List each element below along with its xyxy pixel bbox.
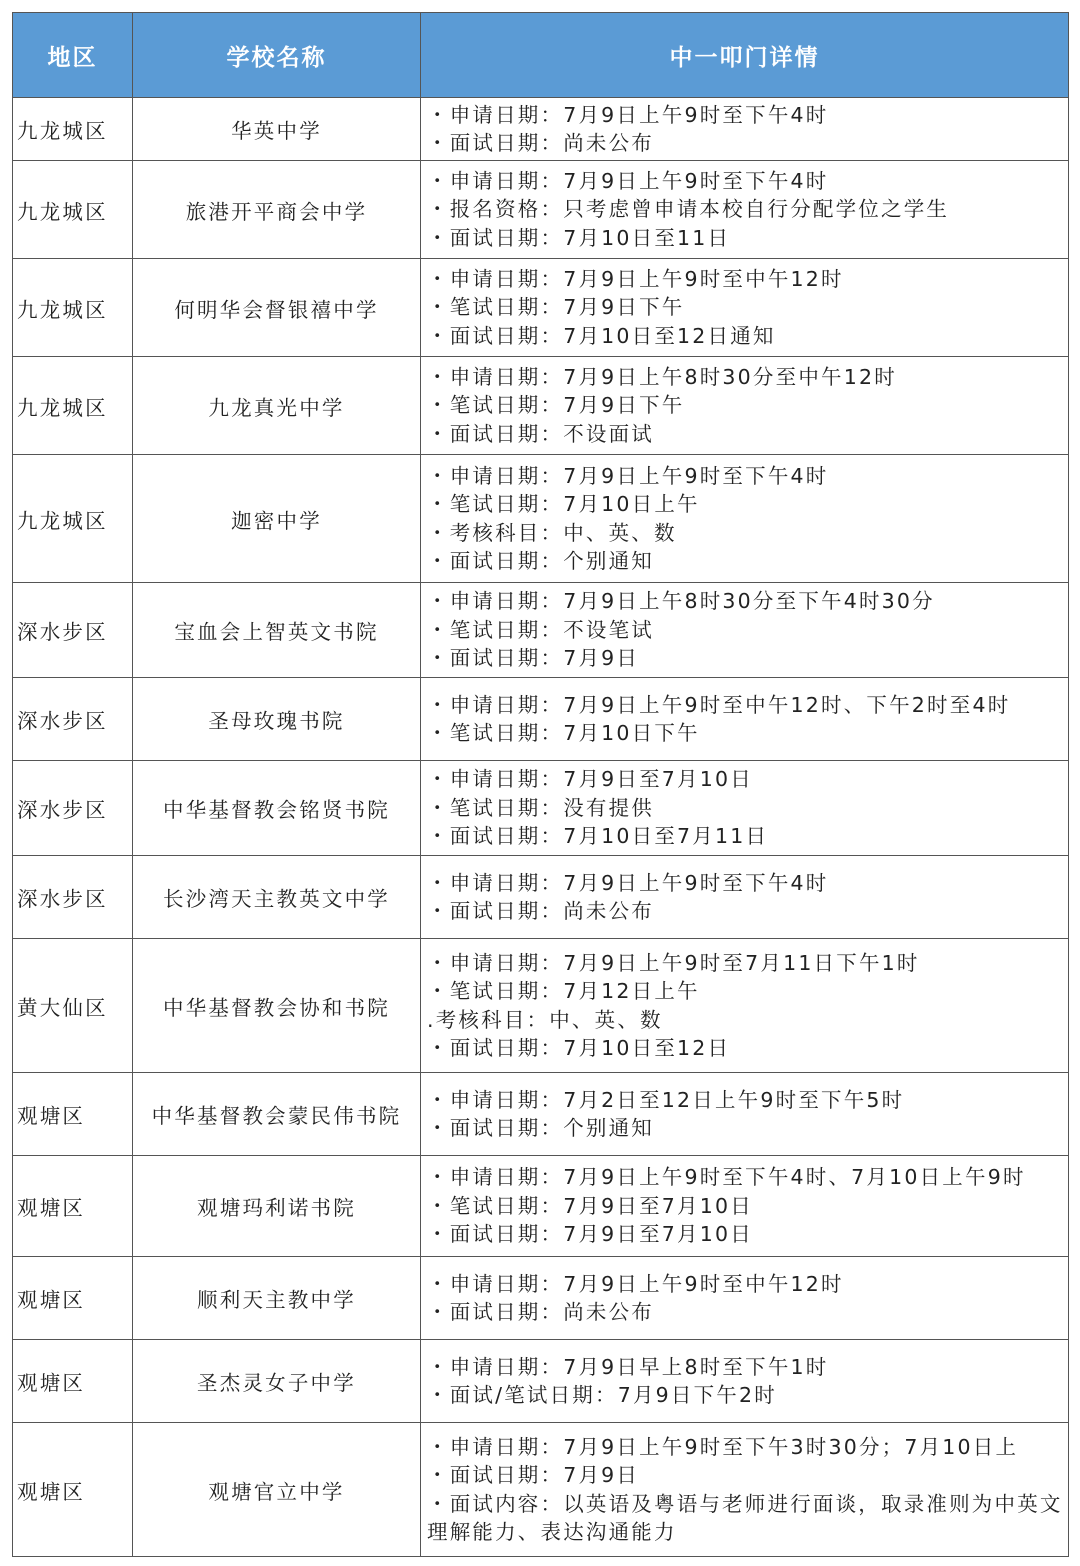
table-row [13,761,1069,856]
table-row [13,259,1069,357]
details-cell [421,98,1069,161]
region-cell: 深水步区 [13,678,133,761]
detail-line: ・面试日期：7月9日至7月10日 [427,1222,753,1247]
table-row [13,939,1069,1073]
details-cell [421,583,1069,678]
detail-line: ・申请日期：7月9日上午8时30分至下午4时30分 [427,589,935,614]
details-cell [421,761,1069,856]
region-cell: 九龙城区 [13,259,133,357]
detail-line: ・笔试日期：7月9日至7月10日 [427,1193,753,1218]
detail-line: ・面试日期：尚未公布 [427,899,654,923]
detail-line: ・申请日期：7月9日上午9时至中午12时 [427,1271,844,1296]
table-row [13,1073,1069,1156]
detail-line: ・申请日期：7月9日上午9时至下午4时 [427,102,829,127]
table-row [13,678,1069,761]
school-name-cell: 中华基督教会铭贤书院 [133,761,421,856]
detail-line: ・面试日期：7月9日 [427,1463,640,1487]
school-name-cell: 顺利天主教中学 [133,1257,421,1340]
school-name-cell: 圣杰灵女子中学 [133,1340,421,1423]
detail-line: ・笔试日期：7月10日下午 [427,721,700,745]
details-cell [421,1257,1069,1340]
details-cell [421,1340,1069,1423]
school-name-cell: 华英中学 [133,98,421,161]
detail-line: ・面试日期：7月10日至12日 [427,1036,731,1060]
details-cell [421,259,1069,357]
school-name-cell: 九龙真光中学 [133,357,421,455]
region-cell: 观塘区 [13,1340,133,1423]
school-name-cell: 长沙湾天主教英文中学 [133,856,421,939]
detail-line: ・申请日期：7月9日上午9时至中午12时 [427,266,844,291]
school-name-cell: 观塘官立中学 [133,1423,421,1557]
detail-line: .考核科目：中、英、数 [427,1007,663,1032]
school-name-cell: 何明华会督银禧中学 [133,259,421,357]
region-cell: 深水步区 [13,761,133,856]
table-row [13,1257,1069,1340]
detail-line: ・面试日期：7月10日至7月11日 [427,824,769,849]
detail-line: ・申请日期：7月2日至12日上午9时至下午5时 [427,1087,905,1112]
detail-line: ・面试日期：个别通知 [427,549,654,573]
table-row [13,161,1069,259]
detail-line: ・笔试日期：没有提供 [427,795,654,820]
detail-line: ・申请日期：7月9日上午9时至下午4时 [427,463,829,488]
detail-line: ・面试日期：7月10日至11日 [427,225,731,250]
detail-line: ・面试日期：不设面试 [427,421,654,446]
school-name-cell: 迦密中学 [133,455,421,583]
details-cell [421,939,1069,1073]
table-row [13,455,1069,583]
details-cell [421,357,1069,455]
detail-line: ・申请日期：7月9日至7月10日 [427,767,753,792]
region-cell: 黄大仙区 [13,939,133,1073]
region-cell: 九龙城区 [13,357,133,455]
detail-line: ・申请日期：7月9日上午9时至中午12时、下午2时至4时 [427,692,1011,717]
region-cell: 观塘区 [13,1156,133,1257]
details-cell [421,856,1069,939]
detail-line: ・面试日期：尚未公布 [427,1300,654,1324]
details-cell [421,455,1069,583]
region-cell: 观塘区 [13,1257,133,1340]
detail-line: ・申请日期：7月9日早上8时至下午1时 [427,1354,829,1379]
detail-line: ・笔试日期：7月12日上午 [427,979,700,1003]
header-region: 地区 [13,13,133,98]
details-cell [421,1423,1069,1557]
detail-line: ・笔试日期：7月9日下午 [427,295,685,320]
details-cell [421,1156,1069,1257]
detail-line: ・申请日期：7月9日上午9时至下午4时、7月10日上午9时 [427,1165,1026,1190]
table-row [13,98,1069,161]
table-row [13,1340,1069,1423]
details-cell [421,1073,1069,1156]
table-row [13,1156,1069,1257]
table-row [13,856,1069,939]
detail-line: ・面试日期：7月10日至12日通知 [427,323,776,348]
detail-line: ・面试内容：以英语及粤语与老师进行面谈，取录准则为中英文理解能力、表达沟通能力 [427,1491,1063,1544]
table-row [13,583,1069,678]
detail-line: ・申请日期：7月9日上午8时30分至中午12时 [427,364,897,389]
region-cell: 九龙城区 [13,161,133,259]
table-row [13,1423,1069,1557]
detail-line: ・申请日期：7月9日上午9时至下午4时 [427,168,829,193]
region-cell: 深水步区 [13,856,133,939]
detail-line: ・笔试日期：7月9日下午 [427,393,685,418]
header-details: 中一叩门详情 [421,13,1069,98]
school-name-cell: 旅港开平商会中学 [133,161,421,259]
school-name-cell: 圣母玫瑰书院 [133,678,421,761]
detail-line: ・面试日期：7月9日 [427,646,640,671]
school-admission-table [12,12,1069,1557]
detail-line: ・面试日期：个别通知 [427,1116,654,1140]
detail-line: ・面试日期：尚未公布 [427,131,654,155]
region-cell: 观塘区 [13,1073,133,1156]
details-cell [421,678,1069,761]
detail-line: ・笔试日期：7月10日上午 [427,492,700,516]
school-name-cell: 观塘玛利诺书院 [133,1156,421,1257]
detail-line: ・申请日期：7月9日上午9时至下午3时30分；7月10日上 [427,1434,1019,1459]
region-cell: 九龙城区 [13,98,133,161]
detail-line: ・报名资格：只考虑曾申请本校自行分配学位之学生 [427,197,950,222]
region-cell: 深水步区 [13,583,133,678]
detail-line: ・申请日期：7月9日上午9时至下午4时 [427,870,829,895]
detail-line: ・考核科目：中、英、数 [427,520,677,545]
school-name-cell: 中华基督教会蒙民伟书院 [133,1073,421,1156]
school-name-cell: 宝血会上智英文书院 [133,583,421,678]
detail-line: ・笔试日期：不设笔试 [427,617,654,642]
detail-line: ・申请日期：7月9日上午9时至7月11日下午1时 [427,950,920,975]
table-body [13,98,1069,1557]
header-school-name: 学校名称 [133,13,421,98]
region-cell: 九龙城区 [13,455,133,583]
table-header-row [13,13,1069,98]
region-cell: 观塘区 [13,1423,133,1557]
details-cell [421,161,1069,259]
school-name-cell: 中华基督教会协和书院 [133,939,421,1073]
table-row [13,357,1069,455]
detail-line: ・面试/笔试日期：7月9日下午2时 [427,1383,777,1407]
